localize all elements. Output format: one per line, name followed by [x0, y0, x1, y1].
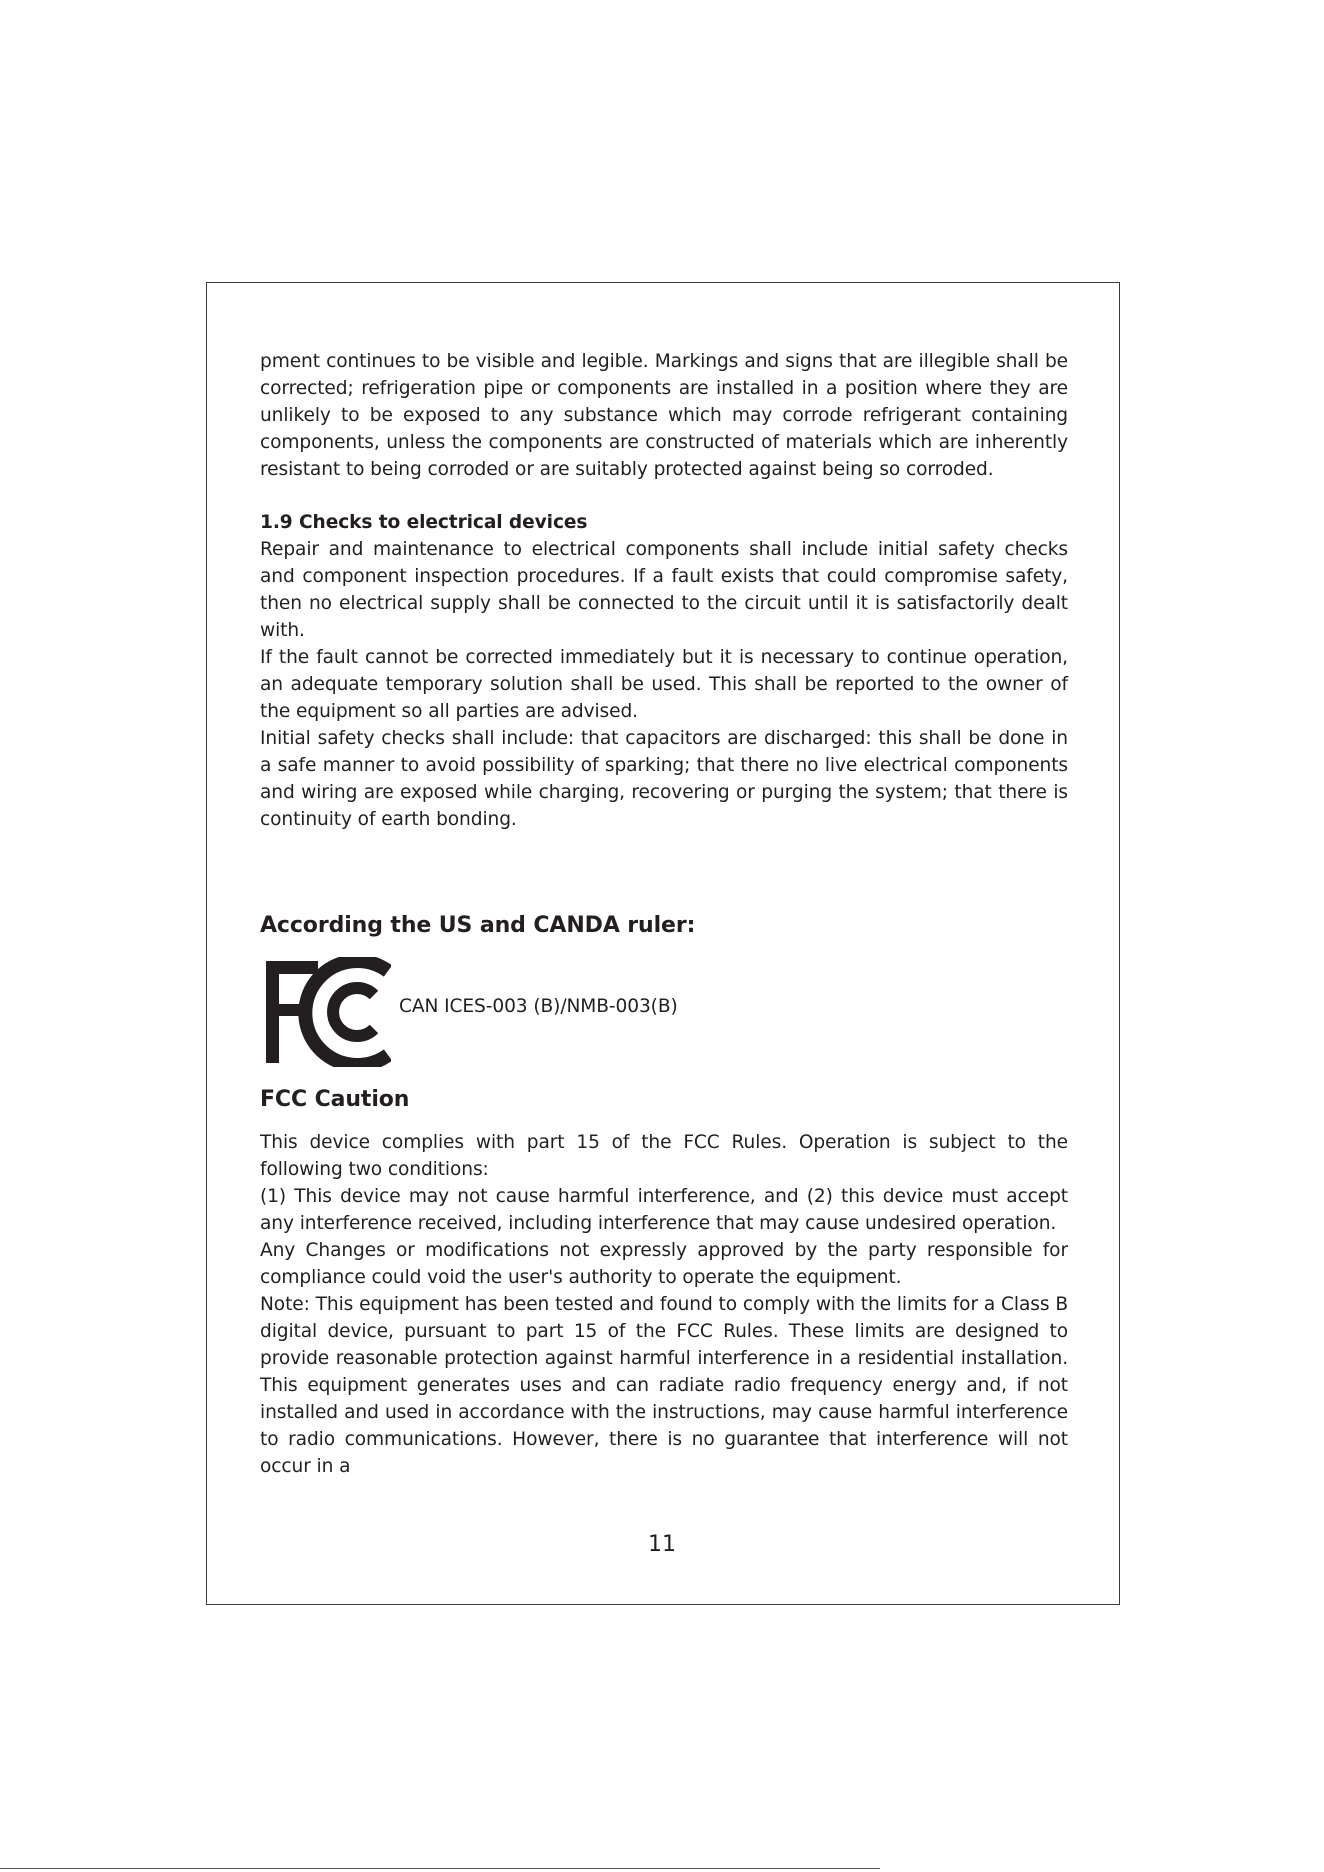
- fcc-caution-body: [260, 1129, 1068, 1480]
- section-1-9-paragraph-1: Repair and maintenance to electrical components shall include initial safety checks and component inspection procedures. If a fault exists that could compromise safety, then no electrical supply shall be connected to the circuit until it is satisfactorily dealt with.: [260, 539, 1068, 641]
- fcc-paragraph-1: This device complies with part 15 of the FCC Rules. Operation is subject to the following two conditions:: [260, 1132, 1068, 1180]
- us-canada-heading: According the US and CANDA ruler:: [260, 913, 696, 938]
- section-1-9-paragraph-3: Initial safety checks shall include: that capacitors are discharged: this shall be done in a safe manner to avoid possibility of sparking; that there no live electrical components and wiring are exposed while charging, recovering or purging the system; that there is continuity of earth bonding.: [260, 728, 1068, 830]
- fcc-logo-icon: [266, 957, 391, 1067]
- fcc-compliance-row: [260, 951, 1068, 1071]
- bottom-rule: [0, 1868, 880, 1869]
- fcc-paragraph-2: (1) This device may not cause harmful interference, and (2) this device must accept any interference received, including interference that may cause undesired operation.: [260, 1186, 1068, 1234]
- intro-paragraph: pment continues to be visible and legible. Markings and signs that are illegible shall be corrected; refrigeration pipe or components are installed in a position where they are unlikely to be exposed to any substance which may corrode refrigerant containing components, unless the components are constructed of materials which are inherently resistant to being corroded or are suitably protected against being so corroded.: [260, 351, 1068, 480]
- page-content: [260, 348, 1068, 1480]
- section-1-9-heading: 1.9 Checks to electrical devices: [260, 512, 588, 533]
- section-1-9-paragraph-2: If the fault cannot be corrected immediately but it is necessary to continue operation, an adequate temporary solution shall be used. This shall be reported to the owner of the equipment so all parties are advised.: [260, 647, 1068, 722]
- fcc-paragraph-3: Any Changes or modifications not expressly approved by the party responsible for compliance could void the user's authority to operate the equipment.: [260, 1240, 1068, 1288]
- page-number: 11: [648, 1532, 676, 1557]
- fcc-caution-heading: FCC Caution: [260, 1087, 410, 1112]
- fcc-paragraph-4: Note: This equipment has been tested and found to comply with the limits for a Class B digital device, pursuant to part 15 of the FCC Rules. These limits are designed to provide reasonable protection against harmful interference in a residential installation. This equipment generates uses and can radiate radio frequency energy and, if not installed and used in accordance with the instructions, may cause harmful interference to radio communications. However, there is no guarantee that interference will not occur in a: [260, 1294, 1068, 1477]
- ices-caption: CAN ICES-003 (B)/NMB-003(B): [399, 996, 678, 1017]
